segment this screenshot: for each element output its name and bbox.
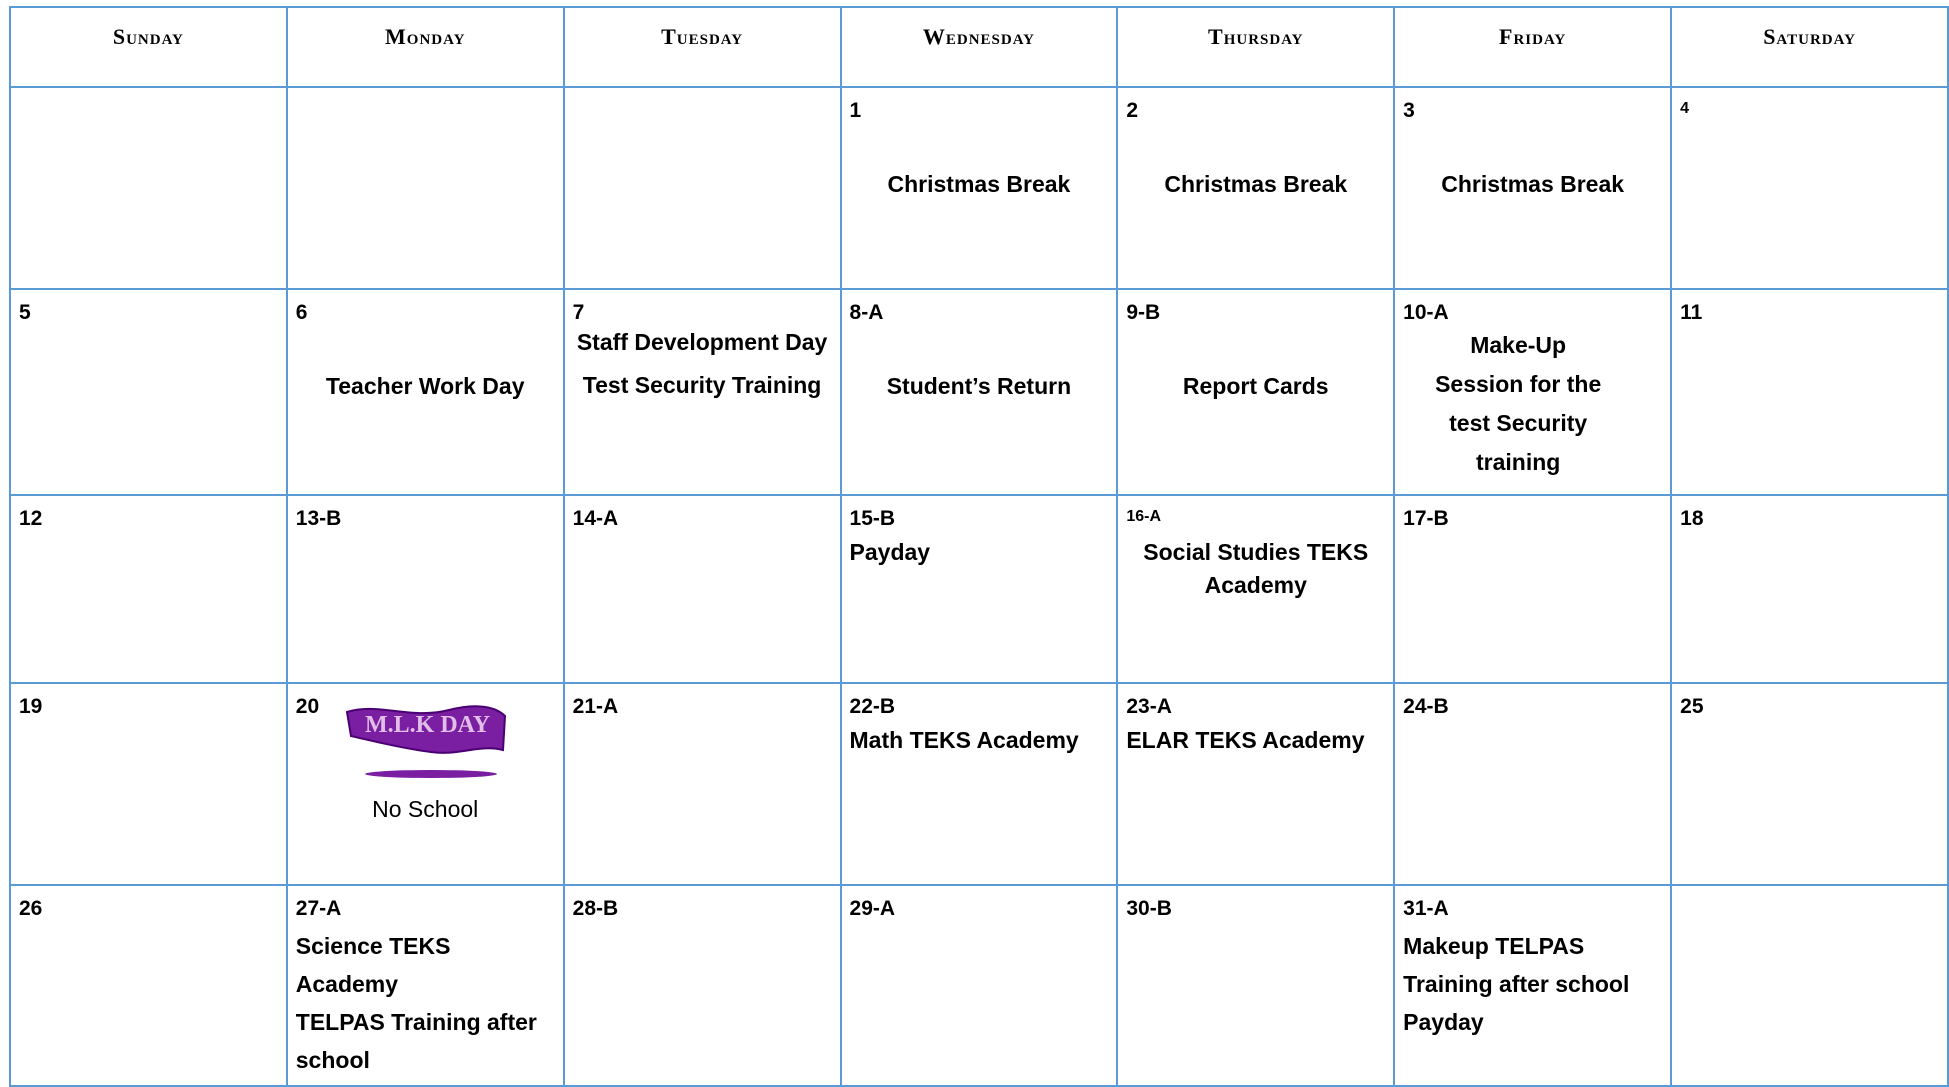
day-number: 22-B	[849, 695, 896, 718]
day-number: 27-A	[295, 897, 342, 920]
day-cell	[841, 683, 1118, 885]
day-number: 16-A	[1126, 508, 1162, 525]
day-cell	[1394, 495, 1671, 683]
event-text: Math TEKS Academy	[849, 727, 1079, 753]
header-thursday: Thursday	[1117, 7, 1394, 87]
day-cell	[841, 885, 1118, 1086]
event-text: Christmas Break	[1164, 171, 1348, 197]
day-number: 11	[1680, 301, 1703, 324]
event-text: No School	[372, 796, 479, 822]
day-cell	[1671, 87, 1948, 289]
event-text: Teacher Work Day	[325, 373, 525, 399]
day-number: 3	[1403, 99, 1415, 122]
day-number: 28-B	[572, 897, 619, 920]
day-cell	[564, 683, 841, 885]
event-text: ELAR TEKS Academy	[1126, 727, 1365, 753]
day-cell	[1671, 495, 1948, 683]
day-cell	[1117, 87, 1394, 289]
day-cell	[10, 683, 287, 885]
day-cell-empty	[1671, 885, 1948, 1086]
mlk-day-logo-icon	[339, 694, 511, 780]
day-cell	[1671, 289, 1948, 495]
day-cell	[287, 495, 564, 683]
day-cell	[841, 289, 1118, 495]
day-number: 5	[19, 301, 31, 324]
day-number: 19	[19, 695, 43, 718]
day-number: 9-B	[1126, 301, 1161, 324]
day-cell	[287, 289, 564, 495]
day-cell	[287, 885, 564, 1086]
day-number: 26	[19, 897, 43, 920]
event-text: Report Cards	[1182, 373, 1329, 399]
event-text: TELPAS Training after school	[295, 1009, 537, 1073]
day-cell	[564, 289, 841, 495]
event-text: Christmas Break	[1441, 171, 1625, 197]
week-row-3	[10, 495, 1948, 683]
event-text: Makeup TELPAS Training after school	[1403, 933, 1630, 997]
header-tuesday: Tuesday	[564, 7, 841, 87]
week-row-5	[10, 885, 1948, 1086]
event-text: Make-Up	[1470, 332, 1567, 358]
day-cell	[1671, 683, 1948, 885]
event-text: Session for the	[1435, 371, 1602, 397]
day-cell	[1117, 885, 1394, 1086]
day-number: 4	[1680, 100, 1690, 117]
day-cell	[10, 495, 287, 683]
event-text: Social Studies TEKS Academy	[1143, 539, 1369, 598]
week-row-1	[10, 87, 1948, 289]
day-cell	[841, 87, 1118, 289]
event-text: test Security	[1449, 410, 1588, 436]
day-number: 14-A	[572, 507, 619, 530]
mlk-logo-text: M.L.K DAY	[365, 712, 491, 738]
day-number: 24-B	[1403, 695, 1449, 718]
day-cell	[1394, 683, 1671, 885]
event-text: Payday	[849, 539, 931, 565]
day-cell	[10, 289, 287, 495]
day-number: 13-B	[295, 507, 342, 530]
day-number: 1	[849, 99, 862, 122]
event-text: Science TEKS Academy	[295, 933, 451, 997]
day-cell	[564, 495, 841, 683]
day-cell-empty	[287, 87, 564, 289]
day-cell	[287, 683, 564, 885]
day-cell	[1117, 495, 1394, 683]
day-number: 10-A	[1403, 301, 1449, 324]
day-number: 12	[19, 507, 43, 530]
day-number: 29-A	[849, 897, 896, 920]
header-friday: Friday	[1394, 7, 1671, 87]
day-cell-empty	[10, 87, 287, 289]
day-cell	[1394, 885, 1671, 1086]
weekday-header-row	[10, 7, 1948, 87]
day-cell	[10, 885, 287, 1086]
week-row-2	[10, 289, 1948, 495]
day-cell	[1117, 683, 1394, 885]
day-cell	[1394, 289, 1671, 495]
day-cell	[841, 495, 1118, 683]
day-number: 17-B	[1403, 507, 1449, 530]
header-monday: Monday	[287, 7, 564, 87]
event-text: Christmas Break	[887, 171, 1071, 197]
day-number: 18	[1680, 507, 1704, 530]
day-cell	[1394, 87, 1671, 289]
event-text: Test Security Training	[582, 372, 822, 398]
day-number: 8-A	[849, 301, 884, 324]
week-row-4	[10, 683, 1948, 885]
event-text: training	[1476, 449, 1561, 475]
day-cell-empty	[564, 87, 841, 289]
day-cell	[1117, 289, 1394, 495]
event-text: Student’s Return	[886, 373, 1072, 399]
day-number: 20	[295, 695, 320, 718]
calendar-table	[9, 6, 1949, 1087]
event-text: Payday	[1403, 1009, 1484, 1035]
header-sunday: Sunday	[10, 7, 287, 87]
day-number: 23-A	[1126, 695, 1172, 718]
day-number: 7	[572, 301, 585, 324]
event-text: Staff Development Day	[576, 329, 828, 355]
day-number: 31-A	[1403, 897, 1449, 920]
day-number: 25	[1680, 695, 1704, 718]
day-number: 30-B	[1126, 897, 1172, 920]
day-cell	[564, 885, 841, 1086]
header-saturday: Saturday	[1671, 7, 1948, 87]
day-number: 6	[295, 301, 308, 324]
day-number: 21-A	[572, 695, 619, 718]
day-number: 2	[1126, 99, 1139, 122]
day-number: 15-B	[849, 507, 896, 530]
header-wednesday: Wednesday	[841, 7, 1118, 87]
